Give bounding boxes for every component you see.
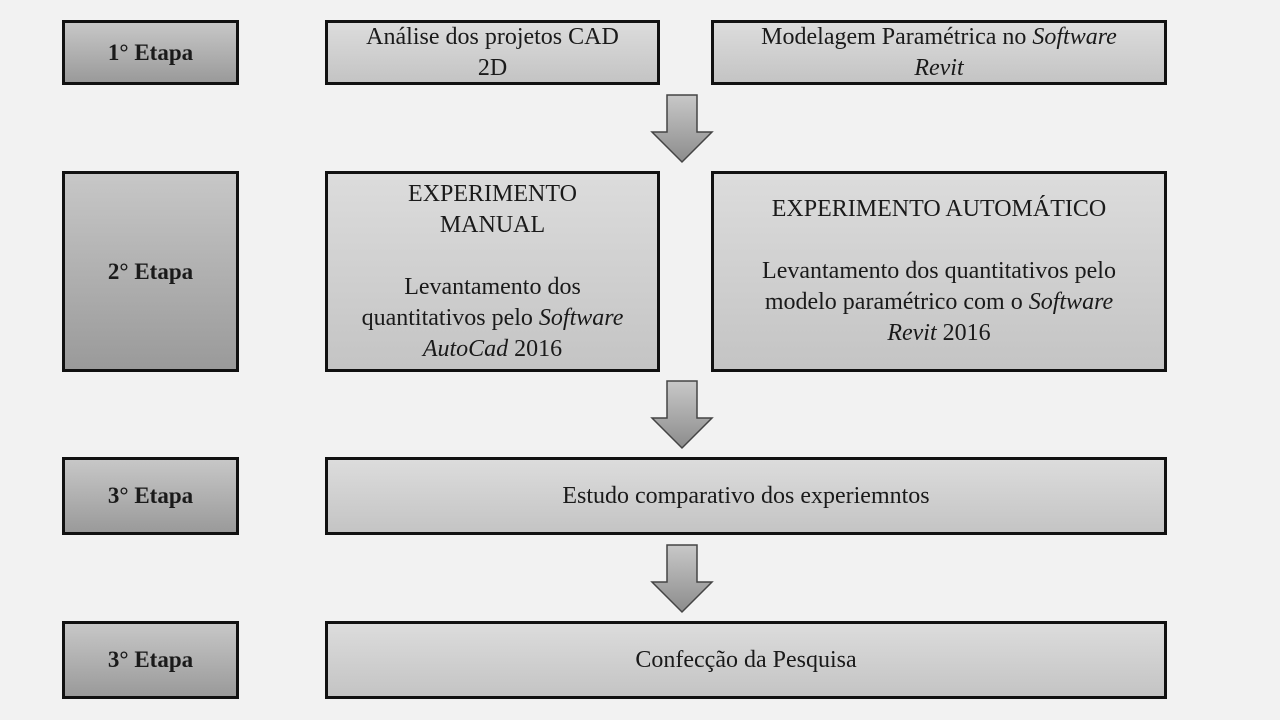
cad-analysis-line1: Análise dos projetos CAD <box>366 23 619 50</box>
automatic-heading: EXPERIMENTO AUTOMÁTICO <box>771 196 1107 222</box>
manual-heading-line2: MANUAL <box>439 211 546 238</box>
down-arrow-icon <box>650 544 714 614</box>
stage-2-label <box>62 171 239 372</box>
stage-3-label <box>62 457 239 535</box>
automatic-body-line3: Revit 2016 <box>887 320 991 346</box>
manual-body-line1: Levantamento dos <box>404 273 581 300</box>
manual-body-line2: quantitativos pelo Software <box>361 304 624 331</box>
stage-4-label <box>62 621 239 699</box>
manual-body-line3: AutoCad 2016 <box>422 335 563 362</box>
parametric-modeling-box <box>711 20 1167 85</box>
cad-analysis-box <box>325 20 660 85</box>
automatic-body-line1: Levantamento dos quantitativos pelo <box>762 258 1116 284</box>
automatic-body-line2: modelo paramétrico com o Software <box>764 289 1114 315</box>
manual-heading-line1: EXPERIMENTO <box>408 180 577 207</box>
comparative-study-text: Estudo comparativo dos experiemntos <box>562 482 930 509</box>
stage-1-text: 1° Etapa <box>107 39 194 65</box>
research-writing-text: Confecção da Pesquisa <box>635 646 857 673</box>
parametric-modeling-line1: Modelagem Paramétrica no Software <box>761 23 1117 50</box>
stage-3-text: 3° Etapa <box>107 483 194 508</box>
parametric-modeling-line2: Revit <box>914 54 964 81</box>
down-arrow-icon <box>650 94 714 164</box>
research-writing-box <box>325 621 1167 699</box>
cad-analysis-line2: 2D <box>477 54 508 81</box>
stage-2-text: 2° Etapa <box>107 258 194 284</box>
stage-1-label <box>62 20 239 85</box>
comparative-study-box <box>325 457 1167 535</box>
stage-4-text: 3° Etapa <box>107 647 194 672</box>
manual-experiment-box <box>325 171 660 372</box>
automatic-experiment-box <box>711 171 1167 372</box>
down-arrow-icon <box>650 380 714 450</box>
